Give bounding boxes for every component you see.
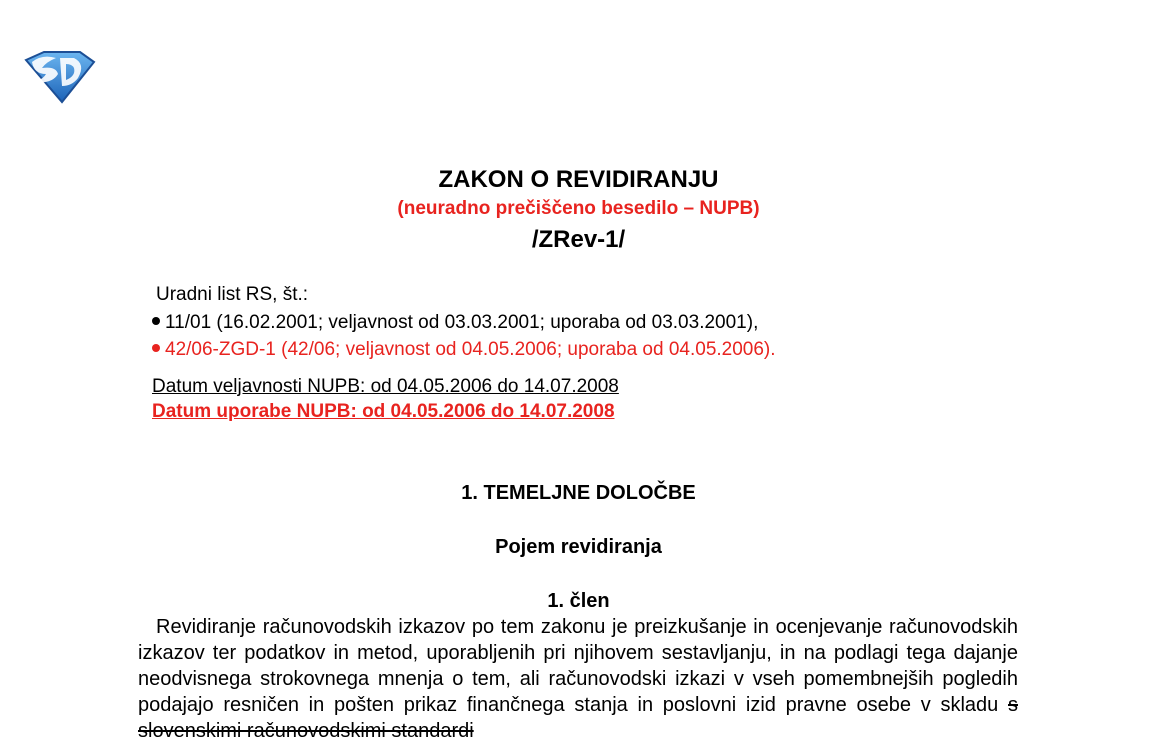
paragraph-text: Revidiranje računovodskih izkazov po tem zakonu je preizkušanje in ocenjevanje računovodskih izkazov ter podatkov in metod, uporabljenih pri njihovem sestavljanju, in na podlagi tega dajanje neodvisnega strokovnega mnenja o tem, ali računovodski izkazi v vseh pomembnejših pogledih podajajo resničen in pošten prikaz finančnega stanja in poslovni izid pravne osebe v skladu [138, 616, 1018, 716]
article-paragraph [138, 614, 1018, 744]
gazette-item-text: 11/01 (16.02.2001; veljavnost od 03.03.2001; uporaba od 03.03.2001), [165, 312, 759, 333]
document-subtitle: (neuradno prečiščeno besedilo – NUPB) [397, 198, 760, 219]
gazette-label: Uradni list RS, št.: [156, 284, 309, 305]
application-date: Datum uporabe NUPB: od 04.05.2006 do 14.07.2008 [152, 401, 615, 422]
document-title: ZAKON O REVIDIRANJU [438, 166, 719, 193]
chapter-heading: 1. TEMELJNE DOLOČBE [461, 482, 696, 504]
bullet-icon [152, 317, 160, 325]
validity-date: Datum veljavnosti NUPB: od 04.05.2006 do 14.07.2008 [152, 376, 619, 397]
section-heading: Pojem revidiranja [495, 536, 662, 558]
gazette-item [152, 339, 776, 361]
gazette-item [152, 312, 758, 334]
document-abbreviation: /ZRev-1/ [531, 226, 626, 253]
gazette-item-text: 42/06-ZGD-1 (42/06; veljavnost od 04.05.2006; uporaba od 04.05.2006). [165, 339, 776, 360]
sd-logo-icon [22, 50, 96, 104]
struck-text: s slovenskimi računovodskimi standardi [138, 694, 1018, 742]
bullet-icon [152, 344, 160, 352]
article-heading: 1. člen [547, 590, 610, 612]
